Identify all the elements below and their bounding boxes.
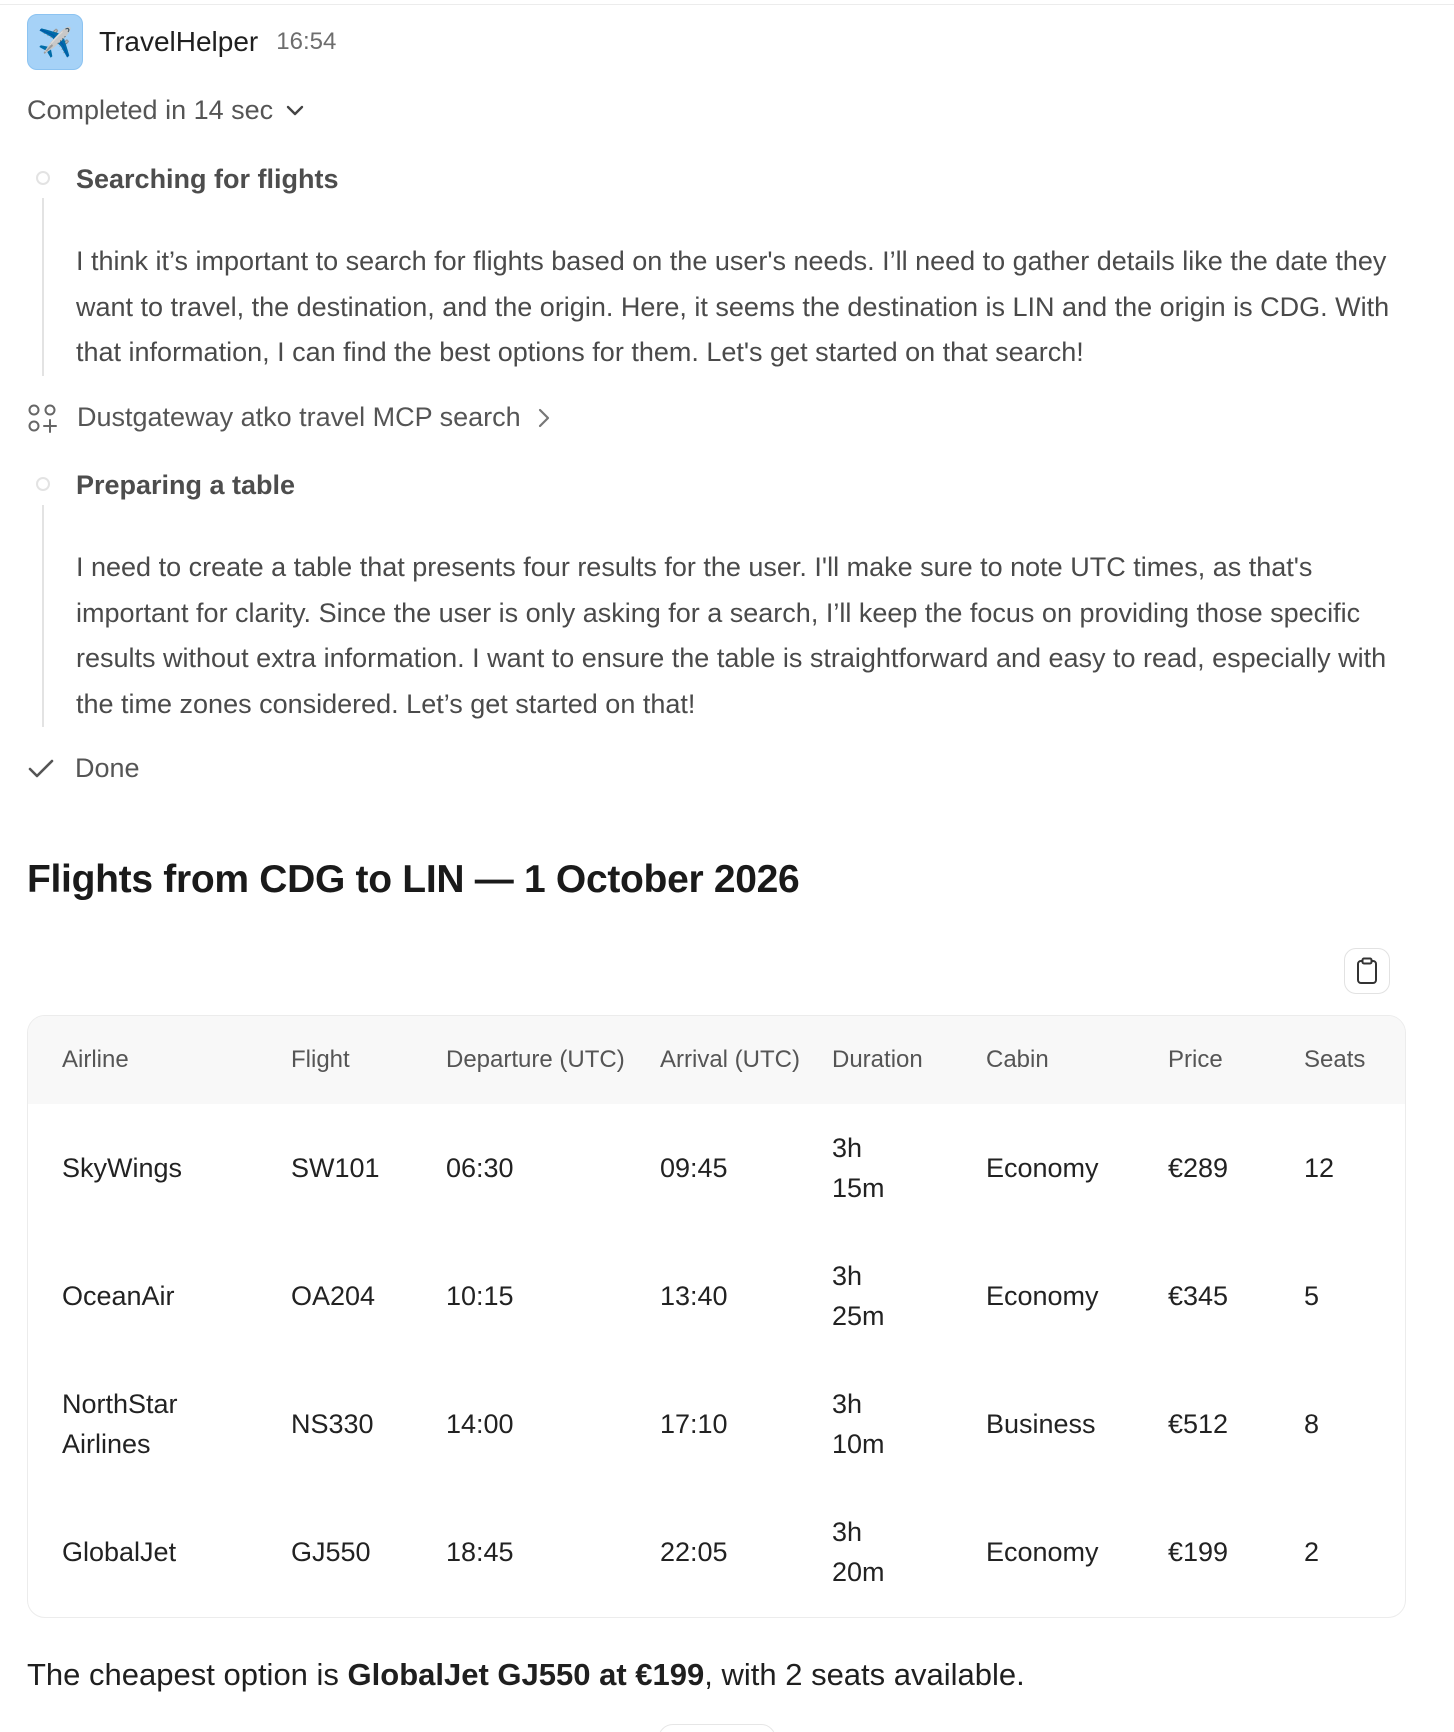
cell-cabin: Business: [986, 1409, 1096, 1439]
step-title-searching: Searching for flights: [76, 164, 339, 194]
cell-arrival: 17:10: [660, 1409, 728, 1439]
cell-seats: 12: [1304, 1153, 1335, 1183]
table-row: [28, 1488, 1406, 1616]
message-header: [27, 14, 336, 70]
airplane-icon: ✈️: [37, 26, 73, 58]
cell-duration: 3h 10m: [832, 1389, 885, 1459]
column-header-flight: Flight: [291, 1046, 350, 1073]
summary-suffix: , with 2 seats available.: [704, 1657, 1025, 1692]
cell-price: €345: [1168, 1281, 1229, 1311]
divider: [0, 4, 1454, 5]
cell-cabin: Economy: [986, 1281, 1099, 1311]
avatar: [27, 14, 83, 70]
done-row: [27, 753, 140, 784]
cell-arrival: 13:40: [660, 1281, 728, 1311]
cell-departure: 06:30: [446, 1153, 514, 1183]
column-header-price: Price: [1168, 1046, 1223, 1073]
cell-arrival: 09:45: [660, 1153, 728, 1183]
done-label: Done: [75, 753, 140, 783]
checkmark-icon: [27, 758, 55, 780]
cell-seats: 5: [1304, 1281, 1320, 1311]
column-header-arrival: Arrival (UTC): [660, 1046, 800, 1073]
cell-price: €512: [1168, 1409, 1229, 1439]
step-connector: [42, 198, 44, 376]
step-text-preparing: I need to create a table that presents four results for the user. I'll make sure to note UTC times, as that's important for clarity. Since the user is only asking for a search, I’ll keep the focus on providing those specific results without extra information. I want to ensure the table is straightforward and easy to read, especially with the time zones considered. Let’s get started on that!: [76, 552, 1387, 719]
cell-flight: NS330: [291, 1409, 374, 1439]
chevron-right-icon: [537, 407, 551, 429]
cell-arrival: 22:05: [660, 1537, 728, 1567]
cell-duration: 3h 15m: [832, 1133, 885, 1203]
cell-cabin: Economy: [986, 1537, 1099, 1567]
summary-highlight: GlobalJet GJ550 at €199: [347, 1657, 705, 1692]
column-header-airline: Airline: [62, 1046, 129, 1073]
table-row: [28, 1360, 1406, 1488]
result-summary: [27, 1657, 1025, 1693]
message-time: 16:54: [276, 28, 337, 55]
column-header-duration: Duration: [832, 1046, 923, 1073]
column-header-departure: Departure (UTC): [446, 1046, 625, 1073]
step-dot-icon: [36, 171, 50, 185]
scroll-button[interactable]: [658, 1724, 776, 1732]
cell-seats: 2: [1304, 1537, 1320, 1567]
cell-duration: 3h 25m: [832, 1261, 885, 1331]
tools-grid-icon: [27, 403, 57, 433]
table-row: [28, 1232, 1406, 1360]
cell-seats: 8: [1304, 1409, 1320, 1439]
cell-airline: SkyWings: [62, 1153, 183, 1183]
tool-call-label: Dustgateway atko travel MCP search: [77, 402, 521, 432]
step-title-preparing: Preparing a table: [76, 470, 296, 500]
cell-flight: SW101: [291, 1153, 380, 1183]
cell-price: €199: [1168, 1537, 1229, 1567]
step-text-searching: I think it’s important to search for flights based on the user's needs. I’ll need to gather details like the date they want to travel, the destination, and the origin. Here, it seems the destination is LIN and the origin is CDG. With that information, I can find the best options for them. Let's get started on that search!: [76, 246, 1390, 367]
cell-flight: OA204: [291, 1281, 376, 1311]
step-connector: [42, 505, 44, 727]
cell-duration: 3h 20m: [832, 1517, 885, 1587]
result-heading: Flights from CDG to LIN — 1 October 2026: [27, 858, 800, 901]
cell-cabin: Economy: [986, 1153, 1099, 1183]
cell-airline: GlobalJet: [62, 1537, 177, 1567]
table-header-row: [28, 1016, 1406, 1104]
cell-departure: 18:45: [446, 1537, 514, 1567]
copy-button[interactable]: [1344, 948, 1390, 994]
cell-departure: 14:00: [446, 1409, 514, 1439]
cell-flight: GJ550: [291, 1537, 371, 1567]
cell-airline: OceanAir: [62, 1281, 175, 1311]
clipboard-icon: [1355, 957, 1379, 985]
app-name: TravelHelper: [99, 26, 259, 57]
completed-toggle[interactable]: [27, 95, 305, 126]
completed-label: Completed in 14 sec: [27, 95, 274, 125]
cell-airline: NorthStar Airlines: [62, 1389, 178, 1459]
cell-price: €289: [1168, 1153, 1229, 1183]
table-row: [28, 1104, 1406, 1232]
cell-departure: 10:15: [446, 1281, 514, 1311]
column-header-cabin: Cabin: [986, 1046, 1049, 1073]
tool-call-row[interactable]: [27, 402, 551, 433]
column-header-seats: Seats: [1304, 1046, 1366, 1073]
summary-prefix: The cheapest option is: [27, 1657, 348, 1692]
step-dot-icon: [36, 477, 50, 491]
flights-table: [27, 1015, 1406, 1618]
chevron-down-icon: [285, 104, 305, 118]
